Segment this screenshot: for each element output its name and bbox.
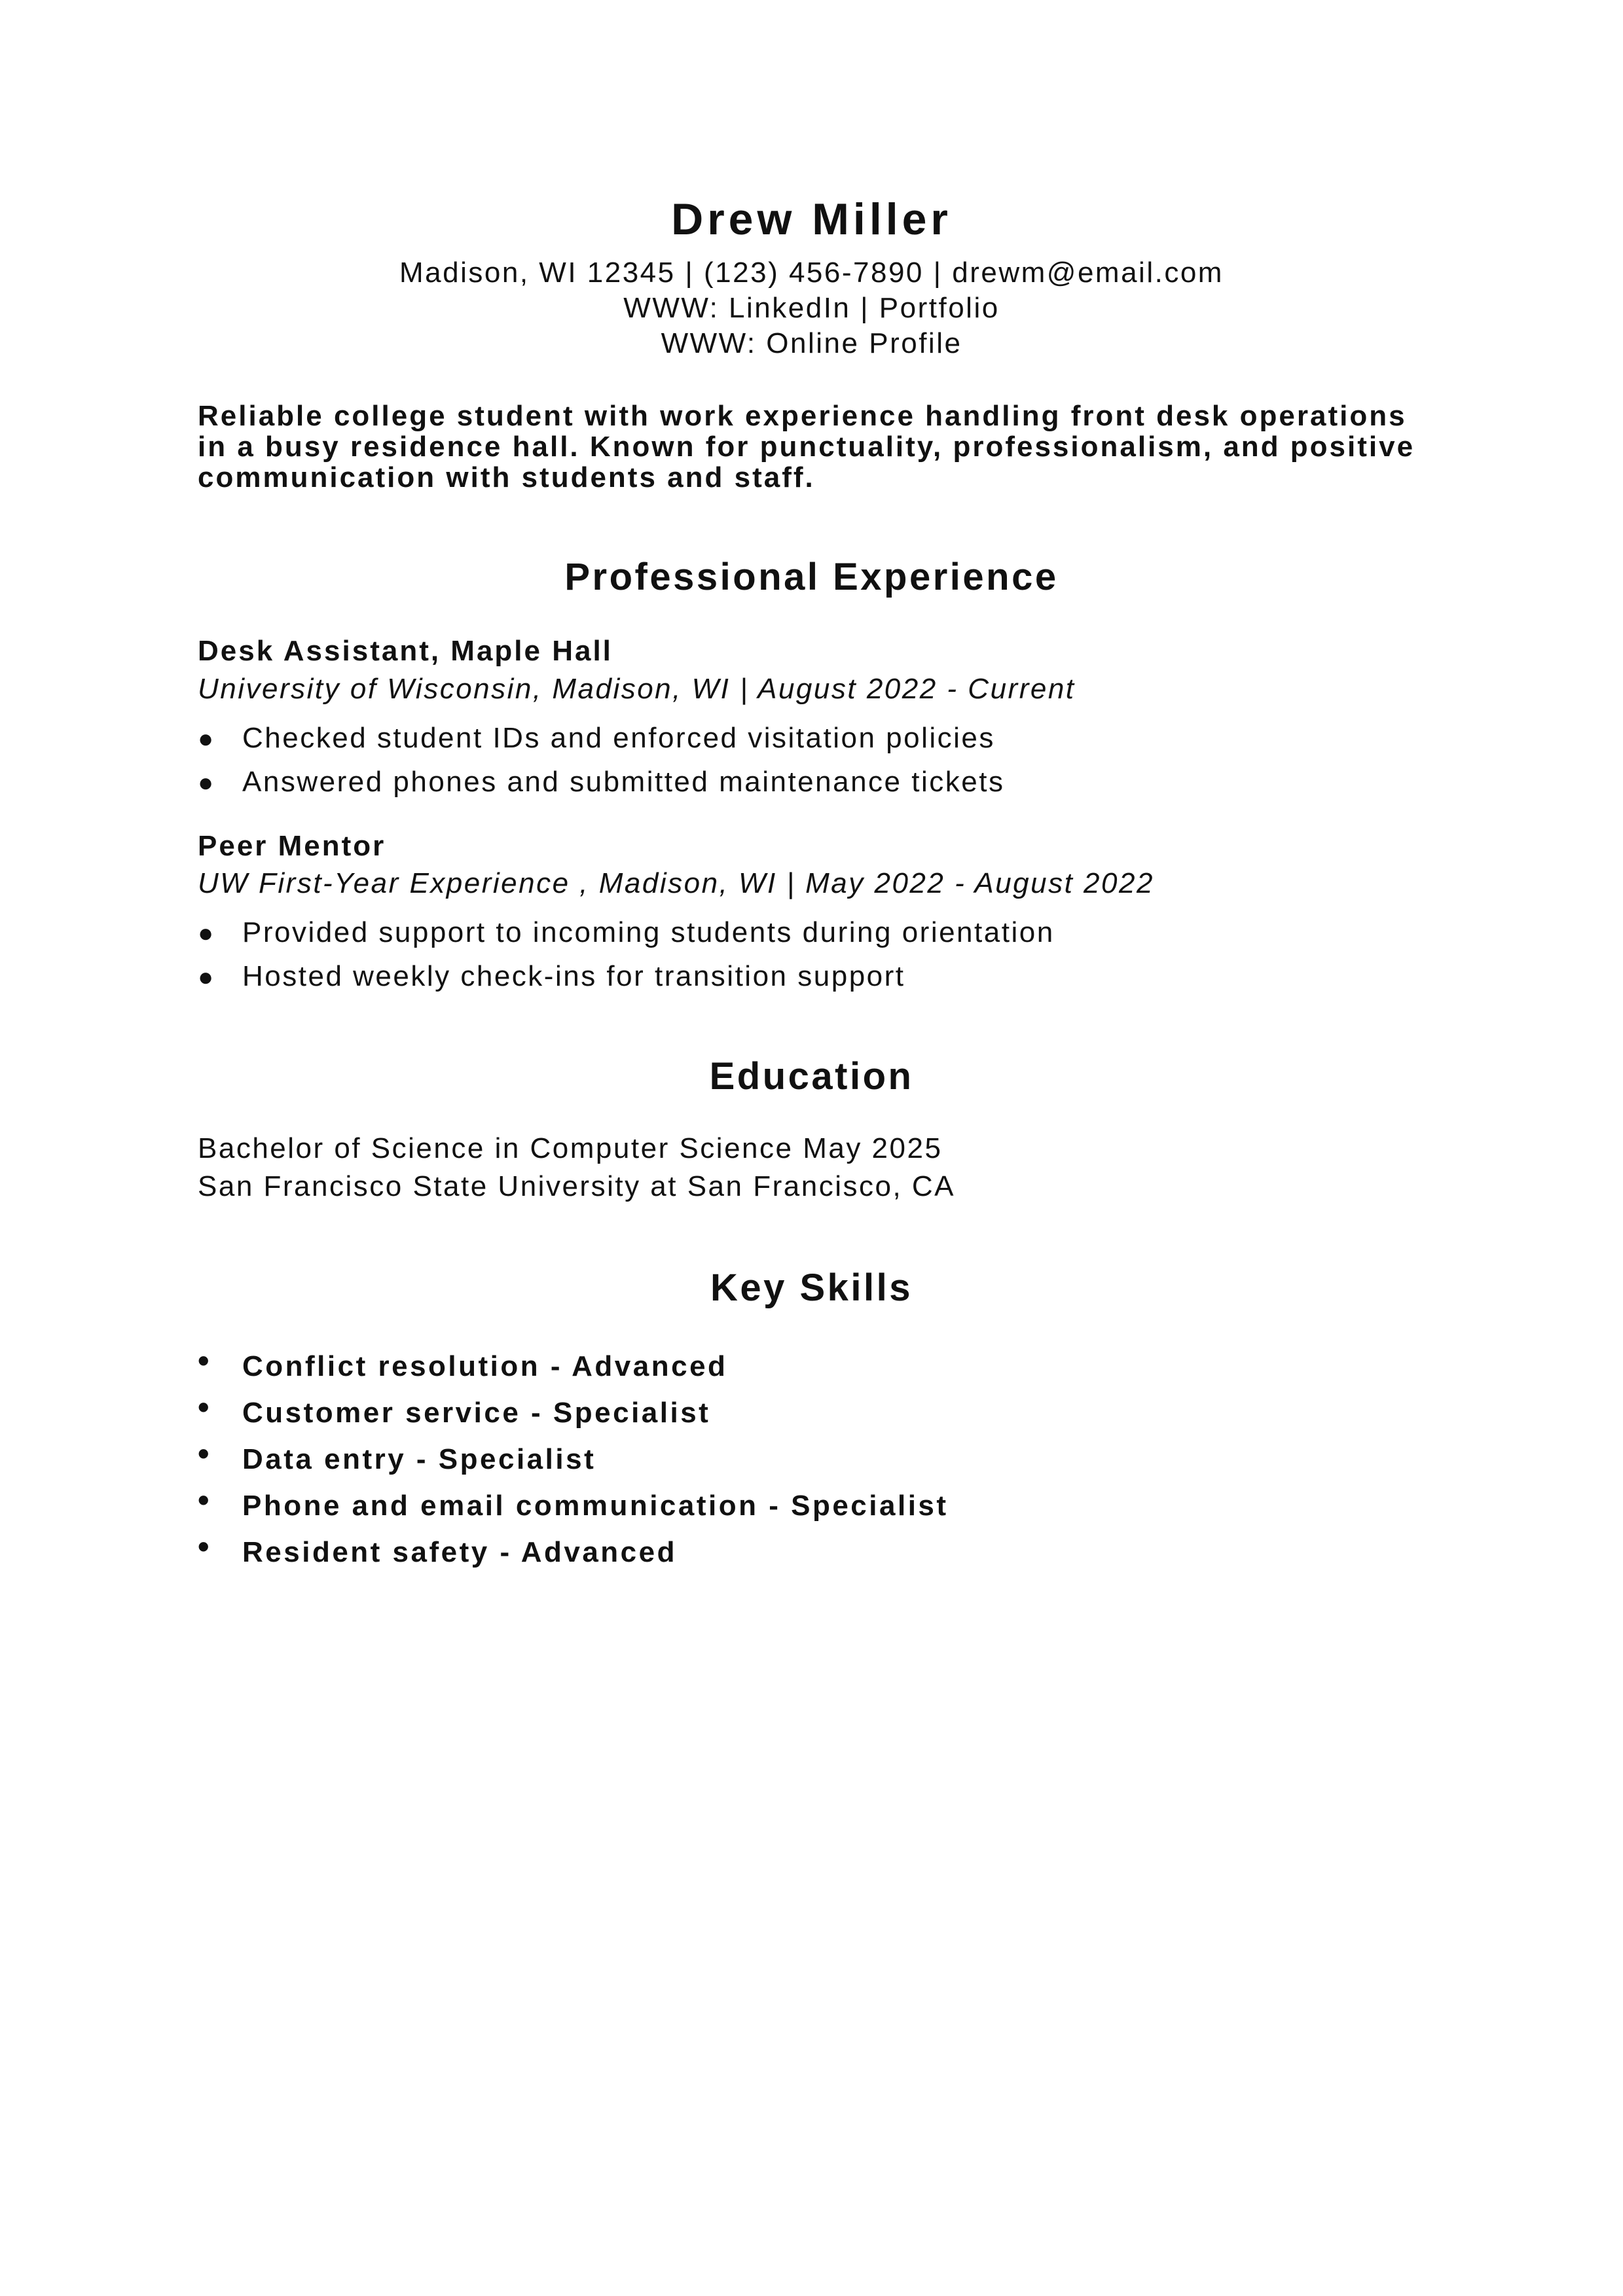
summary-paragraph: Reliable college student with work experience handling front desk operations in a busy residence hall. Known for punctuality, professionalism, and positive communication with students and staff. [198,400,1415,493]
bullet-icon: ● [198,919,215,948]
online-profile-line: WWW: Online Profile [661,327,962,359]
skill-item [198,1435,596,1476]
list-item [198,722,995,755]
list-item [198,766,1004,798]
skill-text: Resident safety - Advanced [242,1536,677,1568]
bullet-icon: ● [198,725,215,753]
section-heading-experience: Professional Experience [564,556,1059,598]
skill-item [198,1342,727,1383]
job-meta: University of Wisconsin, Madison, WI | August 2022 - Current [198,673,1076,705]
web-links-line: WWW: LinkedIn | Portfolio [623,292,1000,324]
skill-text: Phone and email communication - Specialist [242,1490,949,1522]
bullet-text: Hosted weekly check-ins for transition support [242,960,905,992]
skill-text: Data entry - Specialist [242,1443,596,1475]
school-line: San Francisco State University at San Francisco, CA [198,1170,956,1202]
contact-line: Madison, WI 12345 | (123) 456-7890 | drewm@email.com [399,257,1224,289]
skill-item [198,1481,949,1522]
skill-text: Conflict resolution - Advanced [242,1350,728,1382]
bullet-icon: ● [198,768,215,797]
bullet-icon: • [198,1482,212,1518]
list-item [198,960,905,993]
job-title: Desk Assistant, Maple Hall [198,635,613,667]
skill-item [198,1388,710,1429]
bullet-text: Answered phones and submitted maintenance tickets [242,766,1005,798]
skill-item [198,1528,677,1569]
bullet-icon: ● [198,963,215,992]
section-heading-education: Education [709,1055,914,1098]
job-title: Peer Mentor [198,830,386,862]
degree-line: Bachelor of Science in Computer Science May 2025 [198,1132,943,1164]
bullet-text: Provided support to incoming students during orientation [242,916,1055,948]
job-meta: UW First-Year Experience , Madison, WI | May 2022 - August 2022 [198,867,1154,899]
candidate-name: Drew Miller [671,194,952,244]
skill-text: Customer service - Specialist [242,1397,711,1429]
bullet-text: Checked student IDs and enforced visitation policies [242,722,995,754]
bullet-icon: • [198,1342,212,1379]
bullet-icon: • [198,1435,212,1472]
bullet-icon: • [198,1389,212,1426]
section-heading-skills: Key Skills [710,1266,913,1309]
bullet-icon: • [198,1528,212,1565]
list-item [198,916,1055,949]
